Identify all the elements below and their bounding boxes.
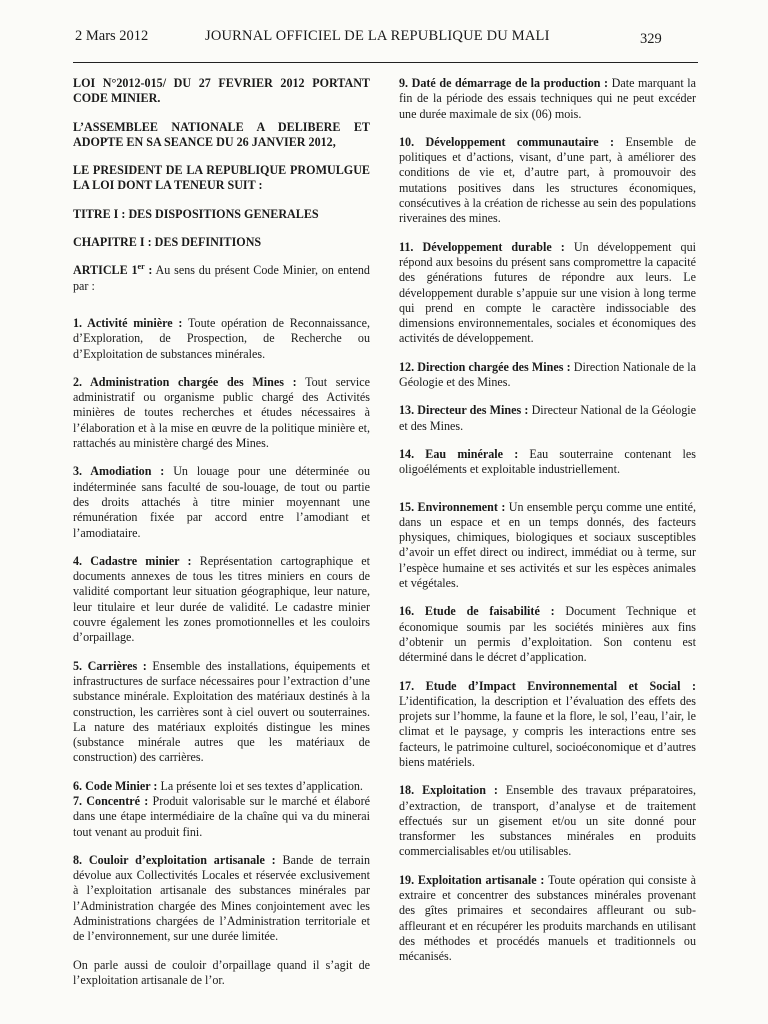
law-title: LOI N°2012-015/ DU 27 FEVRIER 2012 PORTANT CODE MINIER. [73,76,370,106]
definition-term: 11. Développement durable : [399,239,565,254]
definition-item [73,779,370,794]
definition-item [399,447,696,478]
definition-item [399,783,696,859]
definition-item [73,464,370,540]
definition-item [73,794,370,840]
header-rule [73,62,698,63]
definition-text: Tout service administratif ou organisme public chargé des Activités minières de toutes recherches et études nécessaires à l’élaboration et à la mise en œuvre de la politique minière et, rattachés au ministère chargé des Mines. [73,374,370,451]
definition-text: Document Technique et économique soumis par les sociétés minières aux fins d’obtenir un permis d’exploitation. Son contenu est déterminé dans le décret d’application. [399,604,696,665]
definition-item [399,500,696,592]
left-column [73,76,370,1001]
definition-text: Toute opération qui consiste à extraire et concentrer des substances minérales provenant des gîtes primaires et secondaires affleurant ou sub-affleurant et en récupérer les produits marchands en utilisant des méthodes et procédés manuels et traditionnels ou mécanisés. [399,872,696,964]
definition-text: Direction Nationale de la Géologie et des Mines. [399,359,696,390]
definition-text: Ensemble des travaux préparatoires, d’extraction, de transport, d’analyse et de traitement effectués sur un gisement et/ou un site donné pour transformer les substances minérales en produits commercialisables et/ou utilisables. [399,783,696,859]
assembly-statement: L’ASSEMBLEE NATIONALE A DELIBERE ET ADOPTE EN SA SEANCE DU 26 JANVIER 2012, [73,119,370,149]
definition-term: 4. Cadastre minier : [73,553,192,568]
issue-date: 2 Mars 2012 [75,28,149,44]
definition-item [73,853,370,945]
definition-item [399,76,696,122]
definition-text: Date marquant la fin de la période des essais techniques qui ne peut excéder une durée maximale de six (06) mois. [399,76,696,121]
definition-term: 18. Exploitation : [399,783,498,798]
definition-term: 8. Couloir d’exploitation artisanale : [73,852,276,867]
definition-item [399,604,696,665]
definition-item [399,679,696,771]
definition-term: 10. Développement communautaire : [399,134,615,149]
closing-paragraph: On parle aussi de couloir d’orpaillage quand il s’agit de l’exploitation artisanale de l’or. [73,957,370,987]
definition-term: 17. Etude d’Impact Environnemental et Social : [399,678,696,693]
definition-text: Bande de terrain dévolue aux Collectivités Locales et réservée exclusivement à l’exploitation artisanale des substances minérales par l’Administration chargée des Mines conjointement avec les Administrations chargées de l’Administration territoriale et de l’environnement, sur une durée limitée. [73,852,370,944]
definition-text: Toute opération de Reconnaissance, d’Exploration, de Prospection, de Recherche ou d’Exploitation de substances minérales. [73,315,370,361]
definition-term: 13. Directeur des Mines : [399,403,529,418]
definition-term: 9. Daté de démarrage de la production : [399,76,609,90]
president-statement: LE PRESIDENT DE LA REPUBLIQUE PROMULGUE LA LOI DONT LA TENEUR SUIT : [73,163,370,193]
definition-text: Un ensemble perçu comme une entité, dans un espace et en un temps donnés, des facteurs physiques, chimiques, biologiques et sociaux susceptibles d’avoir un effet direct ou indirect, immédiat ou à terme, sur l’espèce humaine et ses activités et sur les espèces animales et végétales. [399,499,696,591]
definition-text: Un louage pour une déterminée ou indéterminée sans faculté de sou-louage, de tout ou partie des droits attachés à titre minier moyennant une rémunération fixée par accord entre l’amodiant et l’amodiataire. [73,464,371,540]
definition-term: 19. Exploitation artisanale : [399,872,545,887]
journal-title: JOURNAL OFFICIEL DE LA REPUBLIQUE DU MALI [205,28,550,44]
definition-term: 1. Activité minière : [73,315,183,330]
definition-item [399,403,696,434]
definition-text: Directeur National de la Géologie et des Mines. [399,403,696,433]
chapter-heading: CHAPITRE I : DES DEFINITIONS [73,235,262,250]
definition-term: 14. Eau minérale : [399,446,519,461]
article-label-sup: er [137,262,145,272]
definition-item [73,554,370,646]
definition-term: 15. Environnement : [399,499,506,514]
definition-term: 16. Etude de faisabilité : [399,604,555,619]
title-heading: TITRE I : DES DISPOSITIONS GENERALES [73,206,319,221]
definition-item [73,659,370,766]
definition-item [399,135,696,227]
definition-term: 12. Direction chargée des Mines : [399,359,571,374]
definition-text: Ensemble des installations, équipements et infrastructures de surface nécessaires pour l’extraction d’une substance minérale. Exploitation des matériaux destinés à la construction, les carrières sont à ciel ouvert ou souterraines. La nature des matériaux exploités distingue les mines (substance minérale autres que les matériaux de construction) des carrières. [73,658,370,765]
definition-item [73,375,370,451]
definition-text: L’identification, la description et l’évaluation des effets des projets sur l’homme, la faune et la flore, le sol, l’eau, l’air, le climat et le paysage, y compris les interactions entre ses facteurs, le patrimoine culturel, socioéconomique et d’autres biens matériels. [399,693,696,769]
page-number: 329 [640,31,662,47]
definition-term: 3. Amodiation : [73,464,165,479]
definition-item [399,240,696,347]
definition-term: 7. Concentré : [73,793,149,808]
definition-text: Produit valorisable sur le marché et élaboré dans une étape intermédiaire de la chaîne qui va du minerai tout venant au produit fini. [73,793,370,839]
definition-term: 2. Administration chargée des Mines : [73,374,297,389]
definition-text: Ensemble de politiques et d’actions, visant, d’une part, à améliorer des conditions de vie et, d’autre part, à promouvoir des mutations positives dans les structures économiques, consécutives à la création de richesse au sein des populations riveraines des mines. [399,134,696,226]
definition-item [73,316,370,362]
page-header [75,28,695,50]
definition-item [399,360,696,391]
definition-text: La présente loi et ses textes d’application. [157,778,363,793]
definition-term: 6. Code Minier : [73,778,158,793]
article-colon: : [144,263,153,278]
definition-term: 5. Carrières : [73,658,147,673]
definition-item [399,873,696,965]
article-label: ARTICLE 1 [73,263,138,278]
definition-text: Représentation cartographique et documents annexes de tous les titres miniers en cours de validité comportant leur situation géographique, leur nature, leur titulaire et leur durée de validité. Le cadastre minier couvre également les zones promotionnelles et les couloirs d’orpaillage. [73,553,370,645]
right-column [399,76,696,978]
definition-text: Eau souterraine contenant les oligoéléments et exploitable industriellement. [399,446,696,477]
article-1 [73,263,370,294]
article-text: Au sens du présent Code Minier, on entend par : [73,263,370,293]
definition-text: Un développement qui répond aux besoins du présent sans compromettre la capacité des générations futures de répondre aux leurs. Le développement durable s’appuie sur une vision à long terme qui prend en compte le caractère indissociable des dimensions environnementales, sociales et économiques des activités de développement. [399,239,696,346]
